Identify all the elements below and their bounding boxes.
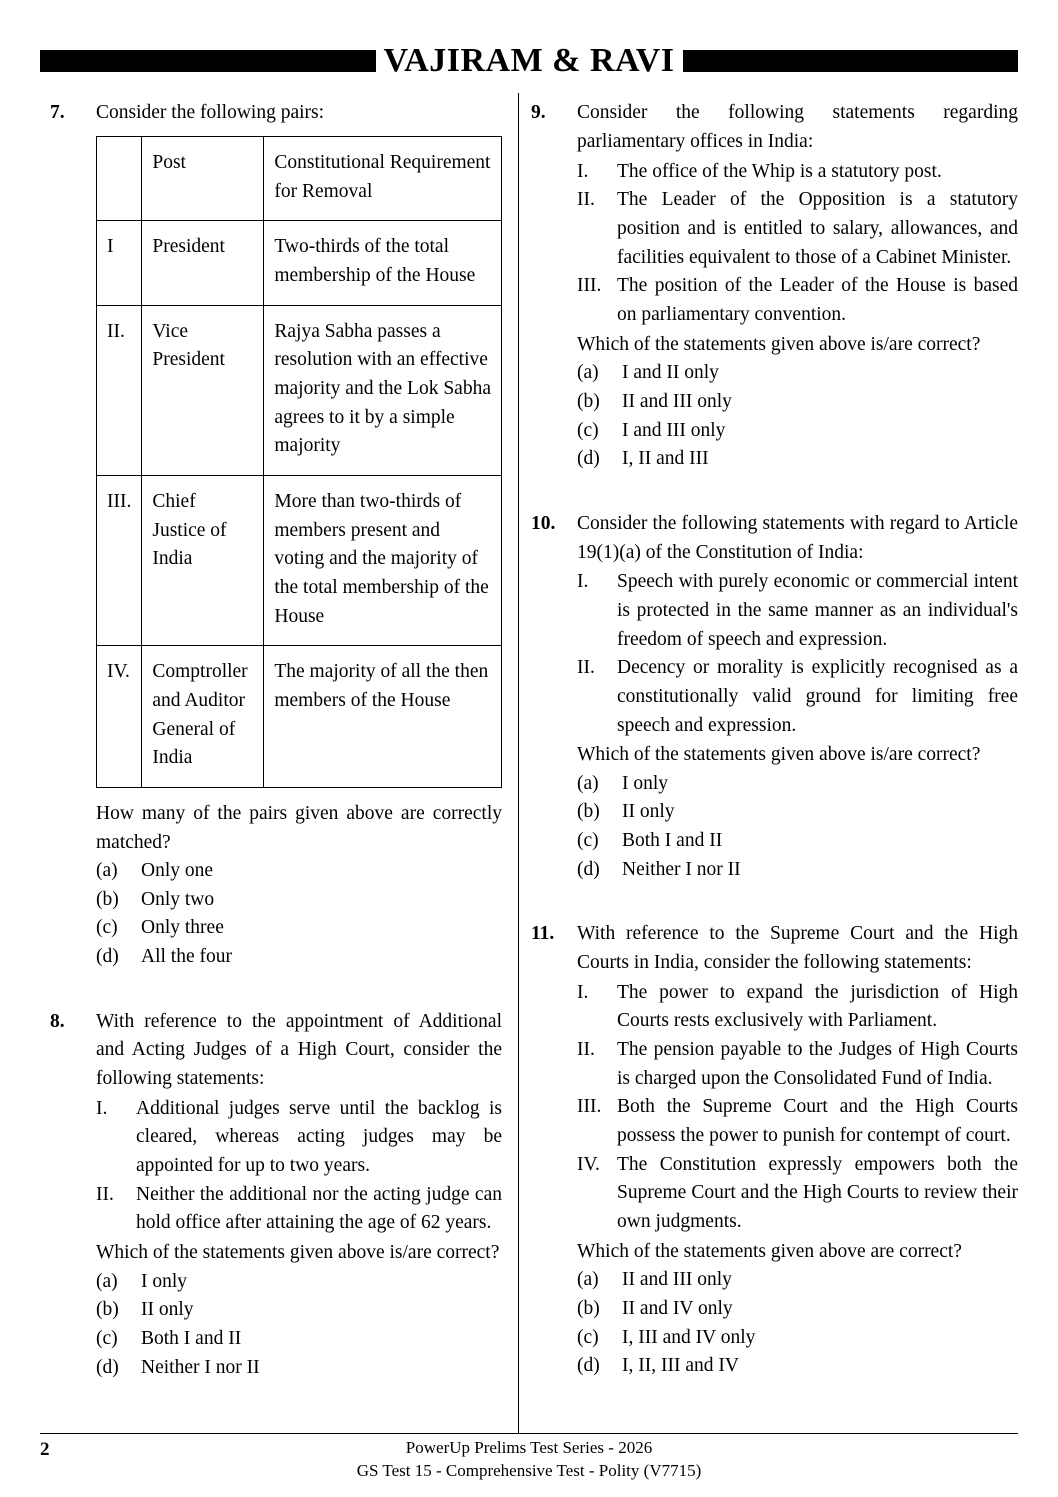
question-intro: Consider the following statements regarding parliamentary offices in India:	[577, 102, 1018, 153]
statement-label: IV.	[577, 1153, 600, 1175]
table-header-cell: Post	[142, 137, 264, 221]
option-text: I and III only	[622, 419, 726, 441]
header-bar-left	[40, 50, 376, 72]
statement	[577, 1151, 1018, 1237]
option-label: (a)	[577, 1269, 599, 1291]
question-block	[50, 99, 502, 971]
question-block	[531, 510, 1018, 885]
option-label: (d)	[96, 946, 119, 968]
statement-label: II.	[577, 657, 595, 679]
option-label: (a)	[577, 362, 599, 384]
table-cell: Rajya Sabha passes a resolution with an effective majority and the Lok Sabha agrees to it by a simple majority	[264, 305, 502, 475]
footer-rule	[40, 1433, 1018, 1434]
option-label: (b)	[96, 888, 119, 910]
statement	[577, 568, 1018, 654]
statement-label: III.	[577, 275, 602, 297]
option-label: (b)	[577, 1297, 600, 1319]
table-row	[97, 475, 502, 645]
option-label: (d)	[577, 858, 600, 880]
question-text: Which of the statements given above is/are correct?	[96, 1242, 500, 1264]
footer-series-title: PowerUp Prelims Test Series - 2026	[405, 1438, 653, 1458]
statement-text: The pension payable to the Judges of High Courts is charged upon the Consolidated Fund of India.	[617, 1039, 1018, 1089]
table-cell: Two-thirds of the total membership of the House	[264, 221, 502, 305]
page-number: 2	[40, 1439, 50, 1461]
statement-text: Additional judges serve until the backlog is cleared, whereas acting judges may be appointed for up to two years.	[136, 1097, 502, 1177]
table-cell: IV.	[97, 646, 142, 788]
statement-text: The office of the Whip is a statutory post.	[617, 160, 942, 182]
footer-test-title: GS Test 15 - Comprehensive Test - Polity (V7715)	[356, 1461, 702, 1481]
statement-text: The Leader of the Opposition is a statutory position and is entitled to salary, allowances, and facilities equivalent to those of a Cabinet Minister.	[617, 189, 1018, 268]
question-text: Which of the statements given above is/are correct?	[577, 744, 981, 766]
option	[577, 1266, 1018, 1295]
option-text: I, II and III	[622, 448, 709, 470]
option	[96, 1354, 502, 1383]
column-left	[40, 93, 518, 1433]
option-text: I and II only	[622, 362, 719, 384]
option	[577, 388, 1018, 417]
option	[96, 886, 502, 915]
option-text: II only	[141, 1299, 194, 1321]
question-text: How many of the pairs given above are correctly matched?	[96, 802, 502, 853]
option-label: (d)	[577, 448, 600, 470]
table-cell: II.	[97, 305, 142, 475]
footer	[40, 1433, 1018, 1497]
table-cell: The majority of all the then members of the House	[264, 646, 502, 788]
question-body	[577, 920, 1018, 1381]
option	[577, 827, 1018, 856]
table-cell: President	[142, 221, 264, 305]
option-label: (c)	[96, 917, 118, 939]
table-header-cell	[97, 137, 142, 221]
statement-text: The Constitution expressly empowers both the Supreme Court and the High Courts to review their own judgments.	[617, 1153, 1018, 1233]
option-text: II and IV only	[622, 1297, 733, 1319]
question-body	[96, 1008, 502, 1383]
option-label: (b)	[577, 801, 600, 823]
question-intro: Consider the following pairs:	[96, 102, 325, 124]
option-label: (a)	[577, 772, 599, 794]
option-label: (a)	[96, 860, 118, 882]
statement-label: III.	[577, 1096, 602, 1118]
statement-label: I.	[577, 571, 589, 593]
question-block	[531, 99, 1018, 474]
option-label: (c)	[96, 1328, 118, 1350]
statement-text: Speech with purely economic or commercial intent is protected in the same manner as an individual's freedom of speech and expression.	[617, 571, 1018, 650]
option	[96, 943, 502, 972]
option	[577, 798, 1018, 827]
table-row	[97, 305, 502, 475]
option-label: (a)	[96, 1270, 118, 1292]
option-text: Both I and II	[622, 830, 723, 852]
statement	[577, 1036, 1018, 1093]
statement-label: II.	[577, 189, 595, 211]
header-title: VAJIRAM & RAVI	[383, 42, 675, 79]
statement-label: II.	[96, 1183, 114, 1205]
question-intro: With reference to the appointment of Additional and Acting Judges of a High Court, consider the following statements:	[96, 1010, 502, 1090]
question-number: 11.	[531, 923, 555, 945]
statement-text: Both the Supreme Court and the High Courts possess the power to punish for contempt of court.	[617, 1096, 1018, 1147]
question-number: 8.	[50, 1010, 65, 1032]
statement-label: I.	[577, 981, 589, 1003]
option	[577, 770, 1018, 799]
option-text: II and III only	[622, 1269, 732, 1291]
option	[577, 359, 1018, 388]
option	[96, 1325, 502, 1354]
header	[40, 42, 1018, 79]
question-body	[577, 510, 1018, 885]
question-number: 7.	[50, 102, 65, 124]
option	[577, 1324, 1018, 1353]
option-text: I, II, III and IV	[622, 1355, 739, 1377]
question-columns	[40, 93, 1018, 1433]
question-body	[577, 99, 1018, 474]
table-cell: Chief Justice of India	[142, 475, 264, 645]
pairs-table	[96, 136, 502, 788]
table-row	[97, 646, 502, 788]
question-intro: With reference to the Supreme Court and the High Courts in India, consider the following statements:	[577, 923, 1018, 974]
table-cell: Comptroller and Auditor General of India	[142, 646, 264, 788]
option-label: (c)	[577, 419, 599, 441]
option-label: (d)	[577, 1355, 600, 1377]
statement	[96, 1095, 502, 1181]
statement	[577, 979, 1018, 1036]
option-text: I, III and IV only	[622, 1326, 756, 1348]
option-text: Only three	[141, 917, 224, 939]
option-text: Both I and II	[141, 1328, 242, 1350]
question-block	[50, 1008, 502, 1383]
statement	[577, 186, 1018, 272]
option	[96, 914, 502, 943]
option-label: (c)	[577, 830, 599, 852]
option-text: All the four	[141, 946, 232, 968]
statement	[577, 1093, 1018, 1150]
header-bar-right	[683, 50, 1019, 72]
question-text: Which of the statements given above is/are correct?	[577, 333, 981, 355]
option-text: Neither I nor II	[141, 1356, 260, 1378]
option-text: I only	[622, 772, 669, 794]
statement	[96, 1181, 502, 1238]
option	[96, 1296, 502, 1325]
option	[577, 856, 1018, 885]
option	[577, 417, 1018, 446]
statement	[577, 158, 1018, 187]
option-text: Only one	[141, 860, 214, 882]
table-cell: More than two-thirds of members present and voting and the majority of the total membership of the House	[264, 475, 502, 645]
statement-text: The power to expand the jurisdiction of High Courts rests exclusively with Parliament.	[617, 981, 1018, 1032]
question-number: 9.	[531, 102, 546, 124]
statement-label: I.	[96, 1097, 108, 1119]
statement-text: Neither the additional nor the acting judge can hold office after attaining the age of 62 years.	[136, 1183, 502, 1234]
option-label: (b)	[96, 1299, 119, 1321]
table-cell: Vice President	[142, 305, 264, 475]
statement	[577, 654, 1018, 740]
option	[96, 857, 502, 886]
question-block	[531, 920, 1018, 1381]
option-text: I only	[141, 1270, 188, 1292]
option-text: Only two	[141, 888, 215, 910]
option	[577, 1295, 1018, 1324]
table-cell: I	[97, 221, 142, 305]
table-header-cell: Constitutional Requirement for Removal	[264, 137, 502, 221]
question-body	[96, 99, 502, 971]
option-text: Neither I nor II	[622, 858, 741, 880]
column-right	[519, 93, 1018, 1433]
option	[577, 1352, 1018, 1381]
question-intro: Consider the following statements with regard to Article 19(1)(a) of the Constitution of India:	[577, 512, 1018, 563]
statement-text: The position of the Leader of the House is based on parliamentary convention.	[617, 275, 1018, 325]
statement	[577, 272, 1018, 329]
option-label: (d)	[96, 1356, 119, 1378]
option-text: II only	[622, 801, 675, 823]
statement-label: I.	[577, 160, 589, 182]
table-header-row	[97, 137, 502, 221]
question-number: 10.	[531, 512, 556, 534]
option	[96, 1268, 502, 1297]
table-cell: III.	[97, 475, 142, 645]
statement-label: II.	[577, 1039, 595, 1061]
option-label: (c)	[577, 1326, 599, 1348]
question-text: Which of the statements given above are correct?	[577, 1240, 962, 1262]
table-row	[97, 221, 502, 305]
statement-text: Decency or morality is explicitly recognised as a constitutionally valid ground for limiting free speech and expression.	[617, 657, 1018, 736]
option	[577, 445, 1018, 474]
option-text: II and III only	[622, 390, 732, 412]
option-label: (b)	[577, 390, 600, 412]
footer-row	[40, 1437, 1018, 1483]
